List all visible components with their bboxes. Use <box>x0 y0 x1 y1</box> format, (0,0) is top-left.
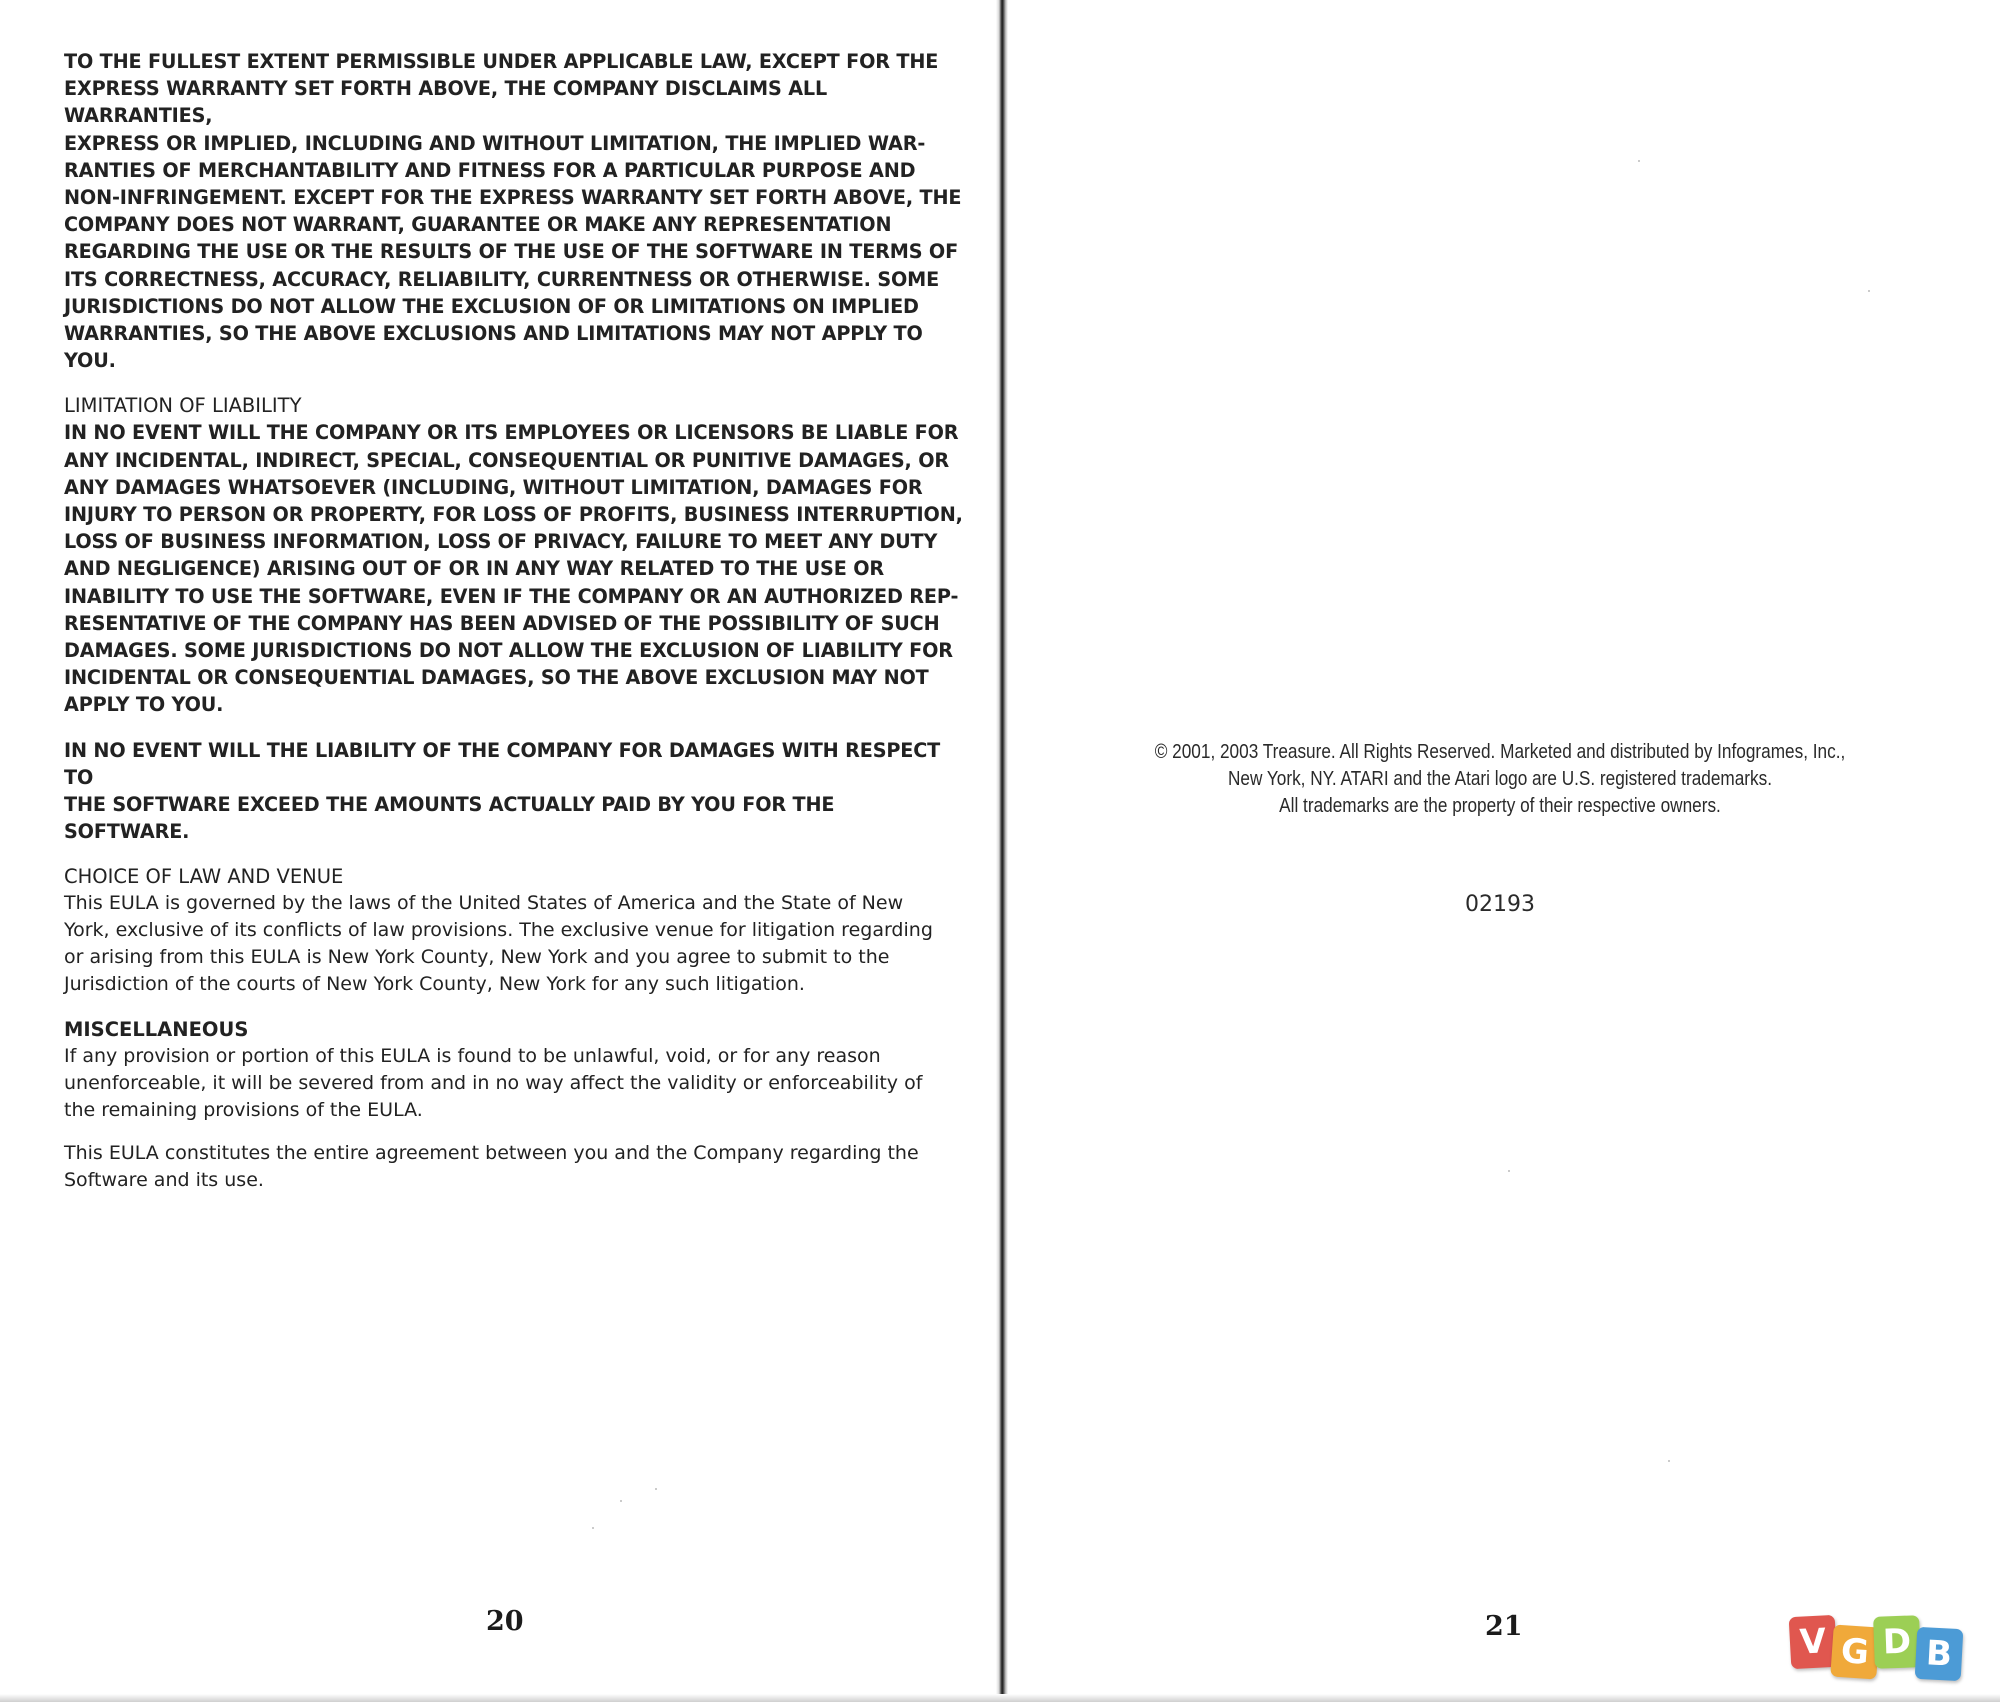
eula-text-column <box>64 48 964 1212</box>
paper-speck <box>1638 160 1640 162</box>
choice-of-law-paragraph: This EULA is governed by the laws of the United States of America and the State of New York, exclusive of its conflicts of law provisions. The exclusive venue for litigation regarding or arising from this EULA is New York County, New York and you agree to submit to the Jurisdiction of the courts of New York County, New York for any such litigation. <box>64 892 933 996</box>
book-spine <box>996 0 1008 1702</box>
paper-speck <box>1868 290 1870 292</box>
entire-agreement-paragraph: This EULA constitutes the entire agreement between you and the Company regarding the Software and its use. <box>64 1142 919 1192</box>
vgdb-logo-tile-b: B <box>1915 1627 1964 1681</box>
paper-speck <box>592 1527 594 1529</box>
paper-speck <box>655 1488 657 1490</box>
vgdb-logo-tile-g: G <box>1830 1624 1880 1679</box>
miscellaneous-heading: MISCELLANEOUS <box>64 1018 249 1042</box>
choice-of-law-heading: CHOICE OF LAW AND VENUE <box>64 865 344 889</box>
paper-speck <box>1508 1170 1510 1172</box>
left-page <box>0 0 996 1702</box>
page-bottom-edge <box>0 1694 2000 1702</box>
copyright-notice: © 2001, 2003 Treasure. All Rights Reserved. Marketed and distributed by Infogrames, Inc., New York, NY. ATARI and the Atari logo are U.S. registered trademarks. All trademarks are the property of their respective owners. <box>1154 741 1846 817</box>
vgdb-logo-tile-v: V <box>1789 1615 1838 1669</box>
page-number-right: 21 <box>1485 1611 1523 1642</box>
page-number-left: 20 <box>486 1606 524 1637</box>
miscellaneous-paragraph: If any provision or portion of this EULA is found to be unlawful, void, or for any reason unenforceable, it will be severed from and in no way affect the validity or enforceability of the remaining provisions of the EULA. <box>64 1045 923 1122</box>
limitation-of-liability-paragraph: IN NO EVENT WILL THE COMPANY OR ITS EMPLOYEES OR LICENSORS BE LIABLE FOR ANY INCIDENTAL, INDIRECT, SPECIAL, CONSEQUENTIAL OR PUNITIVE DAMAGES, OR ANY DAMAGES WHATSOEVER (INCLUDING, WITHOUT LIMITATION, DAMAGES FOR INJURY TO PERSON OR PROPERTY, FOR LOSS OF PROFITS, BUSINESS INTERRUPTION, LOSS OF BUSINESS INFORMATION, LOSS OF PRIVACY, FAILURE TO MEET ANY DUTY AND NEGLIGENCE) ARISING OUT OF OR IN ANY WAY RELATED TO THE USE OR INABILITY TO USE THE SOFTWARE, EVEN IF THE COMPANY OR AN AUTHORIZED REP- RESENTATIVE OF THE COMPANY HAS BEEN ADVISED OF THE POSSIBILITY OF SUCH DAMAGES. SOME JURISDICTIONS DO NOT ALLOW THE EXCLUSION OF LIABILITY FOR INCIDENTAL OR CONSEQUENTIAL DAMAGES, SO THE ABOVE EXCLUSION MAY NOT APPLY TO YOU. <box>64 421 963 717</box>
product-code: 02193 <box>1465 892 1535 917</box>
liability-cap-paragraph: IN NO EVENT WILL THE LIABILITY OF THE COMPANY FOR DAMAGES WITH RESPECT TO THE SOFTWARE EXCEED THE AMOUNTS ACTUALLY PAID BY YOU FOR THE SOFTWARE. <box>64 738 941 844</box>
right-page <box>1008 0 2000 1702</box>
warranty-disclaimer-paragraph: TO THE FULLEST EXTENT PERMISSIBLE UNDER APPLICABLE LAW, EXCEPT FOR THE EXPRESS WARRANTY SET FORTH ABOVE, THE COMPANY DISCLAIMS ALL WARRANTIES, EXPRESS OR IMPLIED, INCLUDING AND WITHOUT LIMITATION, THE IMPLIED WAR- RANTIES OF MERCHANTABILITY AND FITNESS FOR A PARTICULAR PURPOSE AND NON-INFRINGEMENT. EXCEPT FOR THE EXPRESS WARRANTY SET FORTH ABOVE, THE COMPANY DOES NOT WARRANT, GUARANTEE OR MAKE ANY REPRESENTATION REGARDING THE USE OR THE RESULTS OF THE USE OF THE SOFTWARE IN TERMS OF ITS CORRECTNESS, ACCURACY, RELIABILITY, CURRENTNESS OR OTHERWISE. SOME JURISDICTIONS DO NOT ALLOW THE EXCLUSION OF OR LIMITATIONS ON IMPLIED WARRANTIES, SO THE ABOVE EXCLUSIONS AND LIMITATIONS MAY NOT APPLY TO YOU. <box>64 50 962 373</box>
paper-speck <box>1668 1460 1670 1462</box>
limitation-of-liability-heading: LIMITATION OF LIABILITY <box>64 394 302 418</box>
paper-speck <box>620 1500 622 1502</box>
vgdb-watermark-logo <box>1790 1616 1990 1686</box>
vgdb-logo-tile-d: D <box>1873 1615 1921 1669</box>
